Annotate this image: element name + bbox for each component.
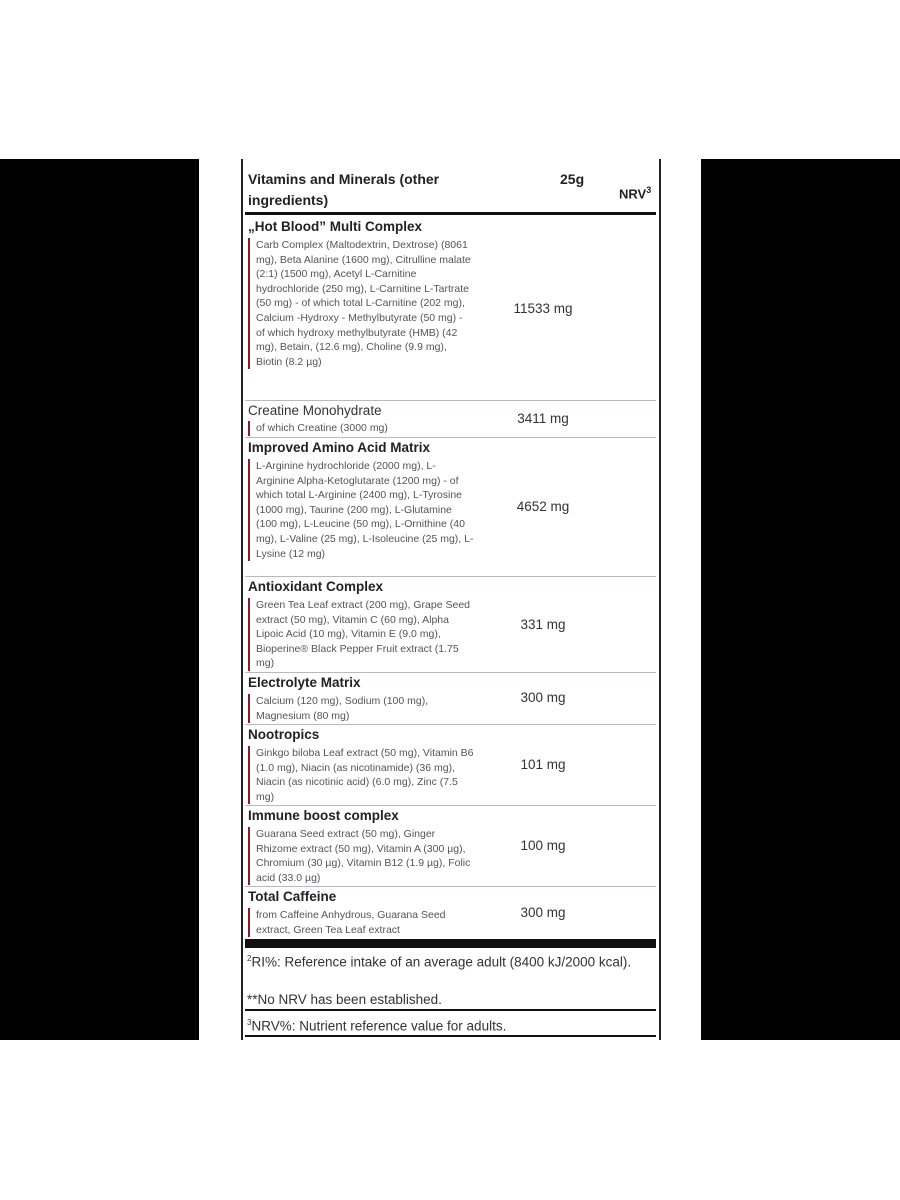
table-row: [245, 401, 656, 438]
row-description: Green Tea Leaf extract (200 mg), Grape Seed extract (50 mg), Vitamin C (60 mg), Alpha Lipoic Acid (10 mg), Vitamin E (9.0 mg), Bioperine® Black Pepper Fruit extract (1.75 mg): [248, 598, 474, 671]
row-name: Electrolyte Matrix: [248, 675, 361, 690]
row-amount: 101 mg: [520, 757, 566, 772]
header-nrv: NRV$^3$: [619, 185, 652, 202]
table-row: [245, 577, 656, 673]
row-amount: 300 mg: [520, 905, 566, 920]
footnote-bottom-rule: [245, 1035, 656, 1037]
row-amount: 3411 mg: [517, 411, 569, 426]
footnote-no-nrv: **No NRV has been established.: [247, 992, 442, 1007]
header-title: Vitamins and Minerals (other ingredients): [248, 171, 440, 208]
footnote-rule: [245, 1009, 656, 1011]
row-amount: 300 mg: [520, 690, 566, 705]
right-black-bar: [701, 159, 900, 1040]
row-description: of which Creatine (3000 mg): [248, 421, 474, 436]
header-serving: 25g: [560, 171, 585, 187]
row-name: Nootropics: [248, 727, 320, 742]
table-row: [245, 217, 656, 401]
footer-rule: [245, 939, 656, 948]
header-rule: [245, 212, 656, 215]
left-black-bar: [0, 159, 199, 1040]
row-name: Creatine Monohydrate: [248, 403, 382, 418]
panel-left-border: [241, 159, 243, 1040]
table-row: [245, 673, 656, 725]
row-description: Calcium (120 mg), Sodium (100 mg), Magnesium (80 mg): [248, 694, 474, 723]
table-row: [245, 806, 656, 887]
table-row: [245, 887, 656, 939]
row-name: Improved Amino Acid Matrix: [248, 440, 431, 455]
row-description: L-Arginine hydrochloride (2000 mg), L-Arginine Alpha-Ketoglutarate (1200 mg) - of which total L-Arginine (2400 mg), L-Tyrosine (1000 mg), Taurine (200 mg), L-Glutamine (100 mg), L-Leucine (50 mg), L-Ornithine (40 mg), L-Valine (25 mg), L-Isoleucine (25 mg), L-Lysine (12 mg): [248, 459, 474, 561]
nutrition-panel: [199, 159, 701, 1040]
row-amount: 11533 mg: [513, 301, 573, 316]
row-description: Carb Complex (Maltodextrin, Dextrose) (8061 mg), Beta Alanine (1600 mg), Citrulline malate (2:1) (1500 mg), Acetyl L-Carnitine hydrochloride (250 mg), L-Carnitine L-Tartrate (50 mg) - of which total L-Carnitine (202 mg), Calcium -Hydroxy - Methylbutyrate (50 mg) - of which hydroxy methylbutyrate (HMB) (42 mg), Betain, (12.6 mg), Choline (9.9 mg), Biotin (8.2 µg): [248, 238, 474, 369]
row-description: Guarana Seed extract (50 mg), Ginger Rhizome extract (50 mg), Vitamin A (300 µg), Chromium (30 µg), Vitamin B12 (1.9 µg), Folic acid (33.0 µg): [248, 827, 474, 885]
table-row: [245, 438, 656, 577]
footnote-nrv: $^3$NRV%: Nutrient reference value for adults.: [247, 1018, 507, 1034]
row-description: from Caffeine Anhydrous, Guarana Seed extract, Green Tea Leaf extract: [248, 908, 474, 937]
row-name: Total Caffeine: [248, 889, 337, 904]
row-amount: 4652 mg: [516, 499, 570, 514]
row-name: „Hot Blood” Multi Complex: [248, 219, 422, 234]
row-amount: 100 mg: [520, 838, 566, 853]
row-name: Antioxidant Complex: [248, 579, 384, 594]
row-name: Immune boost complex: [248, 808, 399, 823]
table-row: [245, 725, 656, 806]
footnote-ri: $^2$RI%: Reference intake of an average adult (8400 kJ/2000 kcal).: [247, 954, 632, 970]
row-description: Ginkgo biloba Leaf extract (50 mg), Vitamin B6 (1.0 mg), Niacin (as nicotinamide) (36 mg), Niacin (as nicotinic acid) (6.0 mg), Zinc (7.5 mg): [248, 746, 474, 804]
panel-right-border: [659, 159, 661, 1040]
row-amount: 331 mg: [520, 617, 566, 632]
